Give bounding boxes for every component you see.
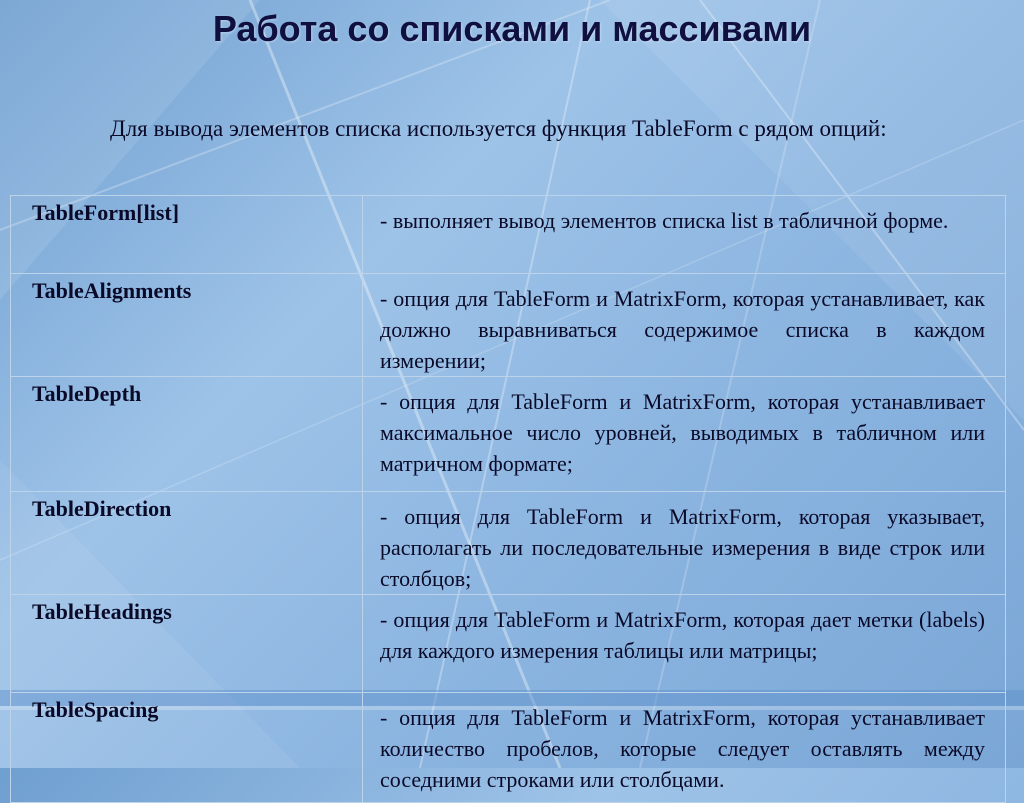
table-row	[11, 274, 1006, 377]
option-description: - опция для TableForm и MatrixForm, которая устанавливает максимальное число уровней, выводимых в табличном или матричном формате;	[363, 377, 1006, 492]
option-description: - опция для TableForm и MatrixForm, которая дает метки (labels) для каждого измерения таблицы или матрицы;	[363, 595, 1006, 693]
option-name: TableDepth	[11, 377, 363, 492]
option-name: TableForm[list]	[11, 196, 363, 274]
table-row	[11, 196, 1006, 274]
table-row	[11, 595, 1006, 693]
option-description: - опция для TableForm и MatrixForm, которая устанавливает количество пробелов, которые следует оставлять между соседними строками или столбцами.	[363, 693, 1006, 803]
option-description: - выполняет вывод элементов списка list в табличной форме.	[363, 196, 1006, 274]
option-description: - опция для TableForm и MatrixForm, которая указывает, располагать ли последовательные измерения в виде строк или столбцов;	[363, 492, 1006, 595]
option-name: TableHeadings	[11, 595, 363, 693]
slide-title: Работа со списками и массивами	[212, 8, 812, 49]
table-row	[11, 492, 1006, 595]
options-table	[10, 195, 1006, 803]
option-name: TableDirection	[11, 492, 363, 595]
option-name: TableSpacing	[11, 693, 363, 803]
option-description: - опция для TableForm и MatrixForm, которая устанавливает, как должно выравниваться содержимое списка в каждом измерении;	[363, 274, 1006, 377]
table-row	[11, 693, 1006, 803]
intro-paragraph: Для вывода элементов списка используется функция TableForm с рядом опций:	[110, 116, 887, 141]
table-row	[11, 377, 1006, 492]
option-name: TableAlignments	[11, 274, 363, 377]
